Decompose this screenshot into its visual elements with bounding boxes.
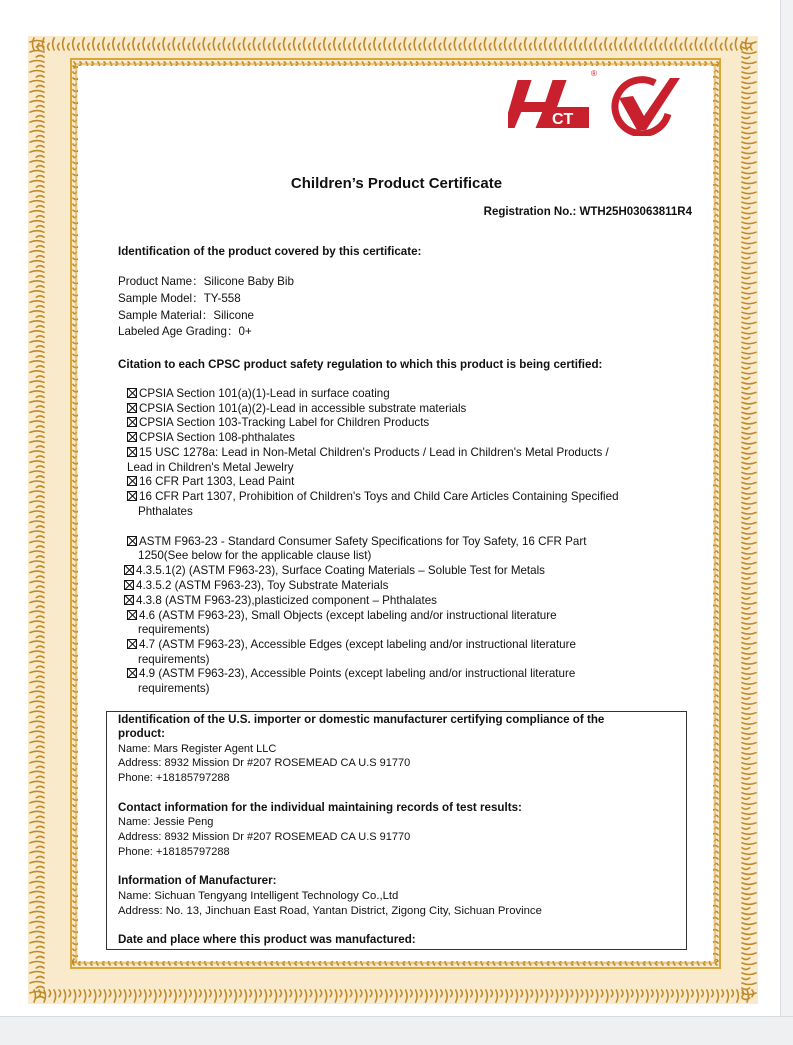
citation-item: 4.9 (ASTM F963-23), Accessible Points (except labeling and/or instructional literature xyxy=(127,667,575,682)
manufacture-date-place-heading: Date and place where this product was manufactured: xyxy=(118,933,416,946)
checked-box-icon xyxy=(127,491,137,501)
importer-heading-continued: product: xyxy=(118,727,166,740)
citation-item: 4.3.8 (ASTM F963-23),plasticized component – Phthalates xyxy=(124,594,437,609)
checked-box-icon xyxy=(124,580,134,590)
contact-address: Address: 8932 Mission Dr #207 ROSEMEAD CA U.S 91770 xyxy=(118,831,411,843)
checked-box-icon xyxy=(127,432,137,442)
checked-box-icon xyxy=(127,536,137,546)
svg-text:CT: CT xyxy=(552,111,574,128)
checked-box-icon xyxy=(124,595,134,605)
check-logo xyxy=(610,74,682,136)
checked-box-icon xyxy=(127,610,137,620)
product-name: Product Name：Silicone Baby Bib xyxy=(118,275,294,288)
citation-item-continued: 1250(See below for the applicable clause list) xyxy=(138,549,372,562)
importer-name: Name: Mars Register Agent LLC xyxy=(118,743,277,755)
viewer-bottom-bar xyxy=(0,1016,793,1045)
citation-item: CPSIA Section 101(a)(1)-Lead in surface coating xyxy=(127,387,390,402)
checked-box-icon xyxy=(124,565,134,575)
citation-item-continued: requirements) xyxy=(138,623,210,636)
citation-item: CPSIA Section 108-phthalates xyxy=(127,431,295,446)
citation-item: 15 USC 1278a: Lead in Non-Metal Children's Products / Lead in Children's Metal Products / xyxy=(127,446,609,461)
checked-box-icon xyxy=(127,447,137,457)
manufacturer-heading: Information of Manufacturer: xyxy=(118,874,277,887)
citation-item: 4.3.5.1(2) (ASTM F963-23), Surface Coating Materials – Soluble Test for Metals xyxy=(124,564,545,579)
manufacturer-address: Address: No. 13, Jinchuan East Road, Yantan District, Zigong City, Sichuan Province xyxy=(118,905,542,917)
citation-item: 4.3.5.2 (ASTM F963-23), Toy Substrate Materials xyxy=(124,579,388,594)
checked-box-icon xyxy=(127,388,137,398)
citation-item: ASTM F963-23 - Standard Consumer Safety Specifications for Toy Safety, 16 CFR Part xyxy=(127,535,586,550)
age-grading: Labeled Age Grading：0+ xyxy=(118,325,252,338)
citation-item-continued: requirements) xyxy=(138,682,210,695)
citation-item: CPSIA Section 101(a)(2)-Lead in accessible substrate materials xyxy=(127,402,466,417)
citation-item: 4.6 (ASTM F963-23), Small Objects (except labeling and/or instructional literature xyxy=(127,609,557,624)
hct-logo xyxy=(508,76,593,132)
checked-box-icon xyxy=(127,668,137,678)
checked-box-icon xyxy=(127,476,137,486)
importer-phone: Phone: +18185797288 xyxy=(118,772,230,784)
certificate-title: Children’s Product Certificate xyxy=(290,175,503,192)
contact-heading: Contact information for the individual maintaining records of test results: xyxy=(118,801,522,814)
citation-item-continued: Lead in Children's Metal Jewelry xyxy=(127,461,294,474)
contact-phone: Phone: +18185797288 xyxy=(118,846,230,858)
importer-address: Address: 8932 Mission Dr #207 ROSEMEAD CA U.S 91770 xyxy=(118,757,411,769)
citation-heading: Citation to each CPSC product safety regulation to which this product is being certified: xyxy=(118,358,603,371)
importer-heading: Identification of the U.S. importer or domestic manufacturer certifying compliance of the xyxy=(118,713,605,726)
checked-box-icon xyxy=(127,403,137,413)
sample-material: Sample Material：Silicone xyxy=(118,309,254,322)
citation-item-continued: requirements) xyxy=(138,653,210,666)
registered-mark: ® xyxy=(591,69,597,78)
contact-name: Name: Jessie Peng xyxy=(118,816,214,828)
citation-item: 4.7 (ASTM F963-23), Accessible Edges (except labeling and/or instructional literature xyxy=(127,638,576,653)
citation-item: CPSIA Section 103-Tracking Label for Children Products xyxy=(127,416,429,431)
checked-box-icon xyxy=(127,417,137,427)
citation-item: 16 CFR Part 1303, Lead Paint xyxy=(127,475,294,490)
checked-box-icon xyxy=(127,639,137,649)
citation-item: 16 CFR Part 1307, Prohibition of Children's Toys and Child Care Articles Containing Specified xyxy=(127,490,619,505)
citation-item-continued: Phthalates xyxy=(138,505,193,518)
registration-number: Registration No.: WTH25H03063811R4 xyxy=(483,206,692,218)
product-identification-heading: Identification of the product covered by this certificate: xyxy=(118,245,422,258)
manufacturer-name: Name: Sichuan Tengyang Intelligent Technology Co.,Ltd xyxy=(118,890,399,902)
sample-model: Sample Model：TY-558 xyxy=(118,292,241,305)
